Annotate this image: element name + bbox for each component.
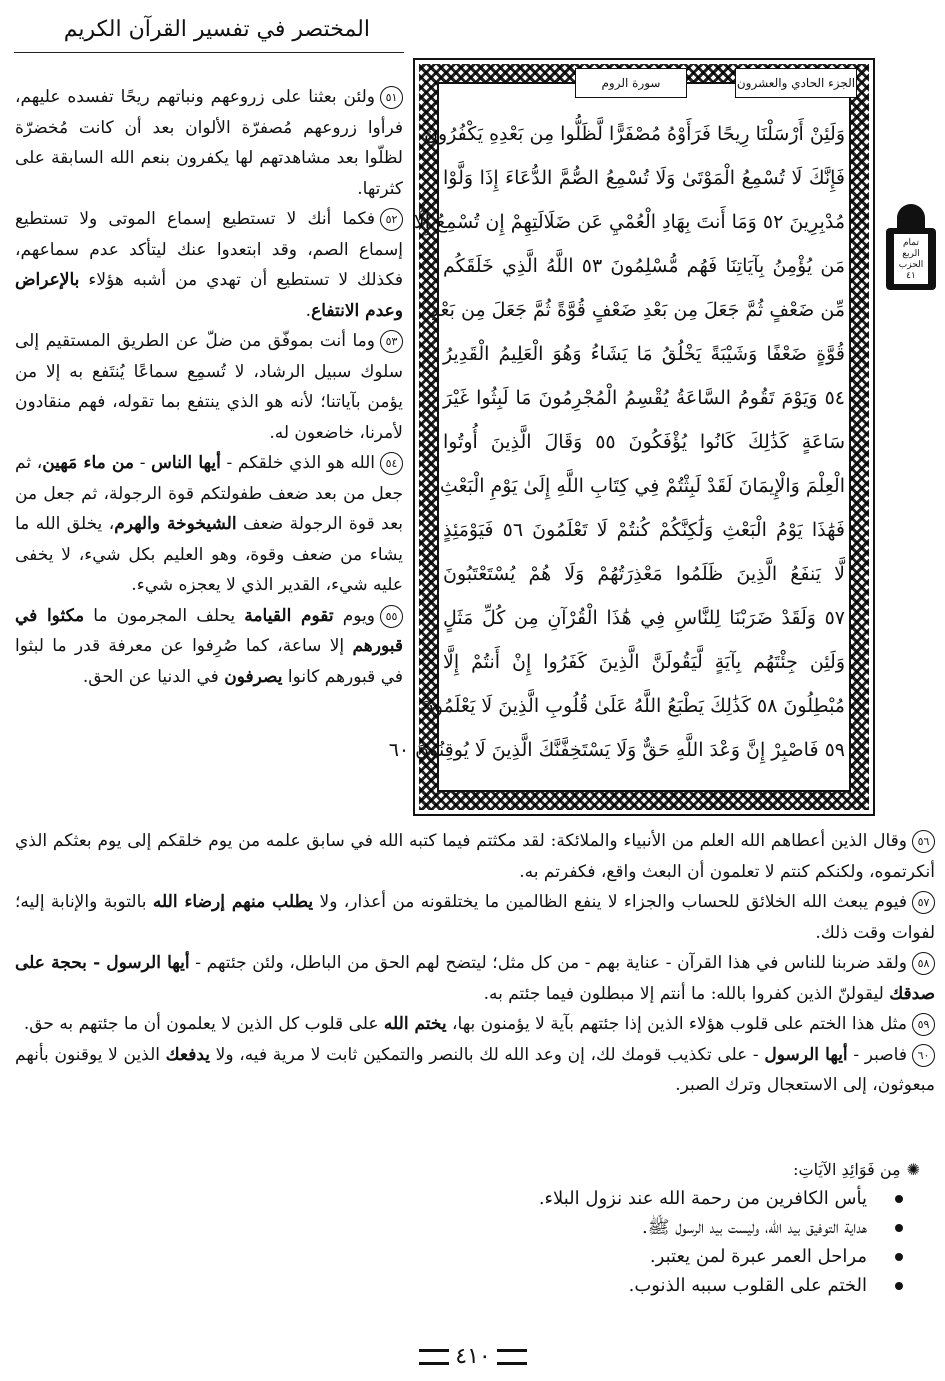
tafsir-text: يحلف المجرمون ما [84,605,245,626]
hizb-line1: تمام الربع [902,238,920,259]
quran-line: ٥٩ فَاصْبِرْ إِنَّ وَعْدَ اللَّهِ حَقٌّ وَلَا يَسْتَخِفَّنَّكَ الَّذِينَ لَا يُوقِنُونَ ٦٠ [388,739,845,761]
header-divider [14,52,404,53]
tafsir-text: وقال الذين أعطاهم الله العلم من الأنبياء والملائكة: لقد مكثتم فيما كتبه الله في سابق علمه من يوم خلقكم إلى يوم بعثكم الذي أنكرتموه، ولكنكم كنتم لا تعلمون أن البعث واقع، فكفرتم به. [15,831,935,882]
tafsir-text: فكما أنك لا تستطيع إسماع الموتى ولا تستطيع إسماع الصم، وقد ابتعدوا عنك ليتأكد عدم سماعهم، فكذلك لا تستطيع أن تهدي من أشبه هؤلاء [15,209,403,290]
tafsir-paragraph [15,601,403,693]
benefit-item [105,1184,905,1213]
bullet-icon [895,1253,903,1261]
benefit-text: مراحل العمر عبرة لمن يعتبر. [649,1246,867,1267]
quran-line: الْعِلْمَ وَالْإِيمَانَ لَقَدْ لَبِثْتُمْ فِي كِتَابِ اللَّهِ إِلَىٰ يَوْمِ الْبَعْثِ [439,475,845,497]
tafsir-paragraph [15,1040,935,1101]
hizb-marker [886,204,936,290]
verse-number-badge: ٥٧ [912,891,935,914]
verse-number-badge: ٥٦ [912,830,935,853]
tafsir-emphasis: أيها الناس [151,453,221,473]
verse-number-badge: ٥٥ [380,605,403,628]
tafsir-text: ويوم [333,605,376,626]
tafsir-text: فاصبر - [847,1044,907,1065]
quran-line: وَلَئِن جِئْتَهُم بِآيَةٍ لَّيَقُولَنَّ الَّذِينَ كَفَرُوا إِنْ أَنتُمْ إِلَّا [443,651,845,673]
tafsir-text: ليقولنّ الذين كفروا بالله: ما أنتم إلا مبطلون فيما جئتم به. [483,983,890,1004]
page-number [400,1343,546,1371]
tafsir-paragraph [15,826,935,887]
hizb-dome-icon [897,204,925,230]
bullet-icon [895,1224,903,1232]
verse-number-badge: ٥٩ [912,1013,935,1036]
tafsir-text: في الدنيا عن الحق. [82,666,225,687]
quran-lines [388,112,845,772]
tafsir-side-column [15,82,403,692]
sun-ornament-icon: ✺ [906,1160,920,1179]
verse-number-badge: ٥٢ [380,208,403,231]
benefit-item [105,1242,905,1271]
tafsir-emphasis: أيها الرسول [764,1044,848,1065]
tafsir-text: وما أنت بموفّق من ضلّ عن الطريق المستقيم إلى سلوك سبيل الرشاد، لا تُسمِع سماعًا يُنتَفع به إلا من يؤمن بآياتنا؛ لأنه هو الذي ينتفع بما تقوله، فهم منقادون لأمرنا، خاضعون له. [15,331,403,443]
tafsir-paragraph [15,82,403,204]
juz-label: الجزء الحادي والعشرون [735,68,857,98]
tafsir-paragraph [15,887,935,948]
benefit-item [105,1213,905,1242]
benefit-text: يأس الكافرين من رحمة الله عند نزول البلاء. [538,1188,867,1209]
tafsir-text: بالتوبة والإنابة إليه؛ لفوات وقت ذلك. [15,892,935,943]
tafsir-text: إلا ساعة، كما صُرِفوا عن معرفة قدر ما لبثوا في قبورهم كانوا [15,636,403,687]
quran-line: فَهَٰذَا يَوْمُ الْبَعْثِ وَلَٰكِنَّكُمْ كُنتُمْ لَا تَعْلَمُونَ ٥٦ فَيَوْمَئِذٍ [443,519,845,541]
tafsir-emphasis: من ماء مَهين [42,453,134,473]
quran-line: مُبْطِلُونَ ٥٨ كَذَٰلِكَ يَطْبَعُ اللَّهُ عَلَىٰ قُلُوبِ الَّذِينَ لَا يَعْلَمُونَ [419,695,845,717]
quran-line: مُدْبِرِينَ ٥٢ وَمَا أَنتَ بِهَادِ الْعُمْيِ عَن ضَلَالَتِهِمْ إِن تُسْمِعُ إِلَّا [413,211,845,233]
tafsir-text: ، ثم جعل من بعد ضعف طفولتكم قوة الرجولة، ثم جعل من بعد قوة الرجولة ضعف [15,453,404,534]
quran-line: قُوَّةٍ ضَعْفًا وَشَيْبَةً يَخْلُقُ مَا يَشَاءُ وَهُوَ الْعَلِيمُ الْقَدِيرُ [443,343,845,365]
verse-number-badge: ٥٤ [380,452,403,475]
quran-line: ٥٤ وَيَوْمَ تَقُومُ السَّاعَةُ يُقْسِمُ الْمُجْرِمُونَ مَا لَبِثُوا غَيْرَ [443,387,845,409]
quran-line: وَلَئِنْ أَرْسَلْنَا رِيحًا فَرَأَوْهُ مُصْفَرًّا لَّظَلُّوا مِن بَعْدِهِ يَكْفُرُونَ [424,123,845,145]
quran-line: لَّا يَنفَعُ الَّذِينَ ظَلَمُوا مَعْذِرَتُهُمْ وَلَا هُمْ يُسْتَعْتَبُونَ [443,563,845,585]
tafsir-text: ، يخلق الله ما يشاء من ضعف وقوة، وهو العليم بكل شيء، لا يخفى عليه شيء، القدير الذي لا يعجزه شيء. [15,514,403,595]
quran-line: سَاعَةٍ كَذَٰلِكَ كَانُوا يُؤْفَكُونَ ٥٥ وَقَالَ الَّذِينَ أُوتُوا [443,431,845,453]
verse-number-badge: ٦٠ [912,1044,935,1067]
tafsir-emphasis: بالإعراض وعدم الانتفاع [15,270,403,321]
benefits-list [105,1184,905,1300]
tafsir-emphasis: يدفعك [165,1044,210,1065]
tafsir-text: مثل هذا الختم على قلوب هؤلاء الذين إذا جئتهم بآية لا يؤمنون بها، [446,1014,907,1034]
surah-label: سورة الروم [575,68,687,98]
tafsir-text: الله هو الذي خلقكم - [220,453,375,473]
ornament-right-icon [419,1349,449,1365]
tafsir-text: ولئن بعثنا على زروعهم ونباتهم ريحًا تفسده عليهم، فرأوا زروعهم مُصفرّة الألوان بعد أن كانت مُخضرّة لظلّوا بعد مشاهدتهم لها يكفرون بنعم الله السابقة على كثرتها. [15,87,403,199]
quran-line: مِّن ضَعْفٍ ثُمَّ جَعَلَ مِن بَعْدِ ضَعْفٍ قُوَّةً ثُمَّ جَعَلَ مِن بَعْدِ [430,299,845,321]
tafsir-text: - على تكذيب قومك لك، إن وعد الله لك بالنصر والتمكين ثابت لا مرية فيه، ولا [209,1044,765,1065]
benefit-text: الختم على القلوب سببه الذنوب. [628,1275,867,1296]
quran-line: مَن يُؤْمِنُ بِآيَاتِنَا فَهُم مُّسْلِمُونَ ٥٣ اللَّهُ الَّذِي خَلَقَكُم [443,255,845,277]
tafsir-paragraph [15,448,403,601]
tafsir-text: . [305,300,312,321]
tafsir-emphasis: يختم الله [383,1014,447,1034]
tafsir-paragraph [15,204,403,326]
verse-number-badge: ٥٣ [380,330,403,353]
tafsir-emphasis: تقوم القيامة [244,605,334,626]
hizb-number: ٤١ [906,271,916,281]
tafsir-paragraph [15,948,935,1009]
bullet-icon [895,1195,903,1203]
verse-number-badge: ٥١ [380,86,403,109]
tafsir-paragraph [15,1009,935,1040]
tafsir-emphasis: الشيخوخة والهرم [114,514,237,534]
tafsir-full-width [15,826,935,1101]
benefit-item [105,1271,905,1300]
hizb-text [894,234,928,284]
benefits-heading-text: مِن فَوَائِدِ الآيَاتِ: [793,1160,901,1179]
tafsir-text: فيوم يبعث الله الخلائق للحساب والجزاء لا ينفع الظالمين ما يختلقونه من أعذار، ولا [313,892,907,912]
ornament-left-icon [497,1349,527,1365]
page-number-text: ٤١٠ [455,1344,491,1369]
tafsir-text: ولقد ضربنا للناس في هذا القرآن - عناية بهم - من كل مثل؛ ليتضح لهم الحق من الباطل، ولئن جئتهم - [189,953,907,973]
tafsir-text: الذين لا يوقنون بأنهم مبعوثون، إلى الاستعجال وترك الصبر. [15,1044,935,1095]
tafsir-emphasis: يطلب منهم إرضاء الله [152,892,314,912]
tafsir-emphasis: مكثوا في قبورهم [15,605,403,656]
tafsir-paragraph [15,326,403,448]
tafsir-text: على قلوب كل الذين لا يعلمون أن ما جئتهم به حق. [23,1014,384,1034]
hizb-box [886,228,936,290]
hizb-line2: الحزب [898,260,924,270]
tafsir-text: - [134,453,152,473]
tafsir-emphasis: يصرفون [224,666,283,687]
verse-number-badge: ٥٨ [912,952,935,975]
benefit-text: هداية التوفيق بيد الله، وليست بيد الرسول ﷺ. [642,1217,867,1238]
bullet-icon [895,1282,903,1290]
benefits-heading [600,1157,920,1183]
quran-line: ٥٧ وَلَقَدْ ضَرَبْنَا لِلنَّاسِ فِي هَٰذَا الْقُرْآنِ مِن كُلِّ مَثَلٍ [443,607,845,629]
quran-line: فَإِنَّكَ لَا تُسْمِعُ الْمَوْتَىٰ وَلَا تُسْمِعُ الصُّمَّ الدُّعَاءَ إِذَا وَلَّوْا [443,167,845,189]
book-title: المختصر في تفسير القرآن الكريم [63,17,370,42]
tafsir-emphasis: أيها الرسول - بحجة على صدقك [15,953,935,1004]
